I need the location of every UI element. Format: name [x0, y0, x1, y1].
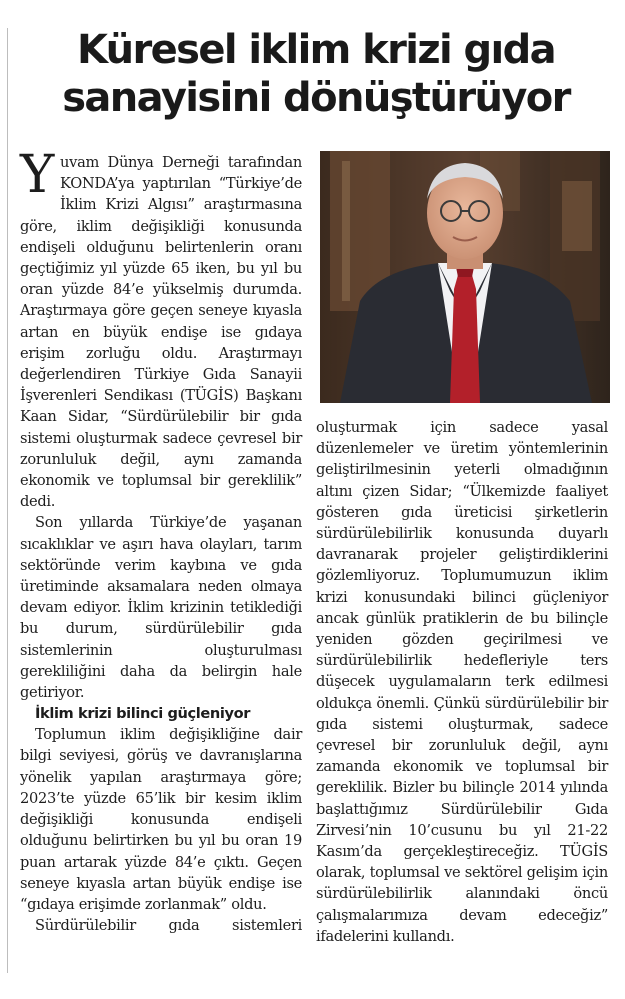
headline: Küresel iklim krizi gıda sanayisini dönüştürüyor [62, 27, 570, 121]
right-column [316, 417, 608, 947]
lead-paragraph [20, 145, 302, 512]
portrait-photo [320, 151, 610, 403]
lead-text: uvam Dünya Derneği tarafından KONDA’ya yaptırılan “Türkiye’de İklim Krizi Algısı” araştırmasına göre, iklim değişikliği konusunda endişeli olduğunu belirtenlerin oranı geçtiğimiz yıl yüzde 65 iken, bu yıl bu oran yüzde 84’e yükselmiş durumda. Araştırmaya göre geçen seneye kıyasla artan en büyük endişe ise gıdaya erişim zorluğu oldu. Araştırmayı değerlendiren Türkiye Gıda Sanayii İşverenleri Sendikası (TÜGİS) Başkanı Kaan Sidar, “Sürdürülebilir bir gıda sistemi oluşturmak sadece çevresel bir zorunluluk değil, aynı zamanda ekonomik ve toplumsal bir gereklilik” dedi. [20, 154, 302, 511]
left-column [20, 145, 302, 936]
paragraph-4-start: Sürdürülebilir gıda sistemleri [35, 917, 302, 935]
column-rule [7, 28, 8, 973]
paragraph-2: Son yıllarda Türkiye’de yaşanan sıcaklıklar ve aşırı hava olayları, tarım sektöründe verim kaybına ve gıda üretiminde aksamalara neden olmaya devam ediyor. İklim krizinin tetiklediği bu durum, sürdürülebilir gıda sistemlerinin oluşturulması gerekliliğini daha da belirgin hale getiriyor. [20, 514, 302, 702]
paragraph-4-continued: oluşturmak için sadece yasal düzenlemeler ve üretim yöntemlerinin geliştirilmesinin yeterli olmadığının altını çizen Sidar; “Ülkemizde faaliyet gösteren gıda üreticisi şirketlerin sürdürülebilirlik konusunda duyarlı davranarak projeler geliştirdiklerini gözlemliyoruz. Toplumumuzun iklim krizi konusundaki bilinci güçleniyor ancak günlük pratiklerin de bu bilinçle yeniden gözden geçirilmesi ve sürdürülebilirlik hedefleriyle ters düşecek uygulamaların terk edilmesi oldukça önemli. Çünkü sürdürülebilir bir gıda sistemi oluşturmak, sadece çevresel bir zorunluluk değil, aynı zamanda ekonomik ve toplumsal bir gereklilik. Bizler bu bilinçle 2014 yılında başlattığımız Sürdürülebilir Gıda Zirvesi’nin 10’cusunu bu yıl 21-22 Kasım’da gerçekleştireceğiz. TÜGİS olarak, toplumsal ve sektörel gelişim için sürdürülebilirlik alanındaki öncü çalışmalarımıza devam edeceğiz” ifadelerini kullandı. [316, 419, 608, 945]
subheading: İklim krizi bilinci güçleniyor [35, 705, 251, 723]
dropcap: Y [20, 145, 55, 205]
paragraph-3: Toplumun iklim değişikliğine dair bilgi seviyesi, görüş ve davranışlarına yönelik yapılan araştırmaya göre; 2023’te yüzde 65’lik bir kesim iklim değişikliği konusunda endişeli olduğunu belirtirken bu yıl bu oran 19 puan artarak yüzde 84’e çıktı. Geçen seneye kıyasla artan büyük endişe ise “gıdaya erişimde zorlanmak” oldu. [20, 726, 302, 913]
